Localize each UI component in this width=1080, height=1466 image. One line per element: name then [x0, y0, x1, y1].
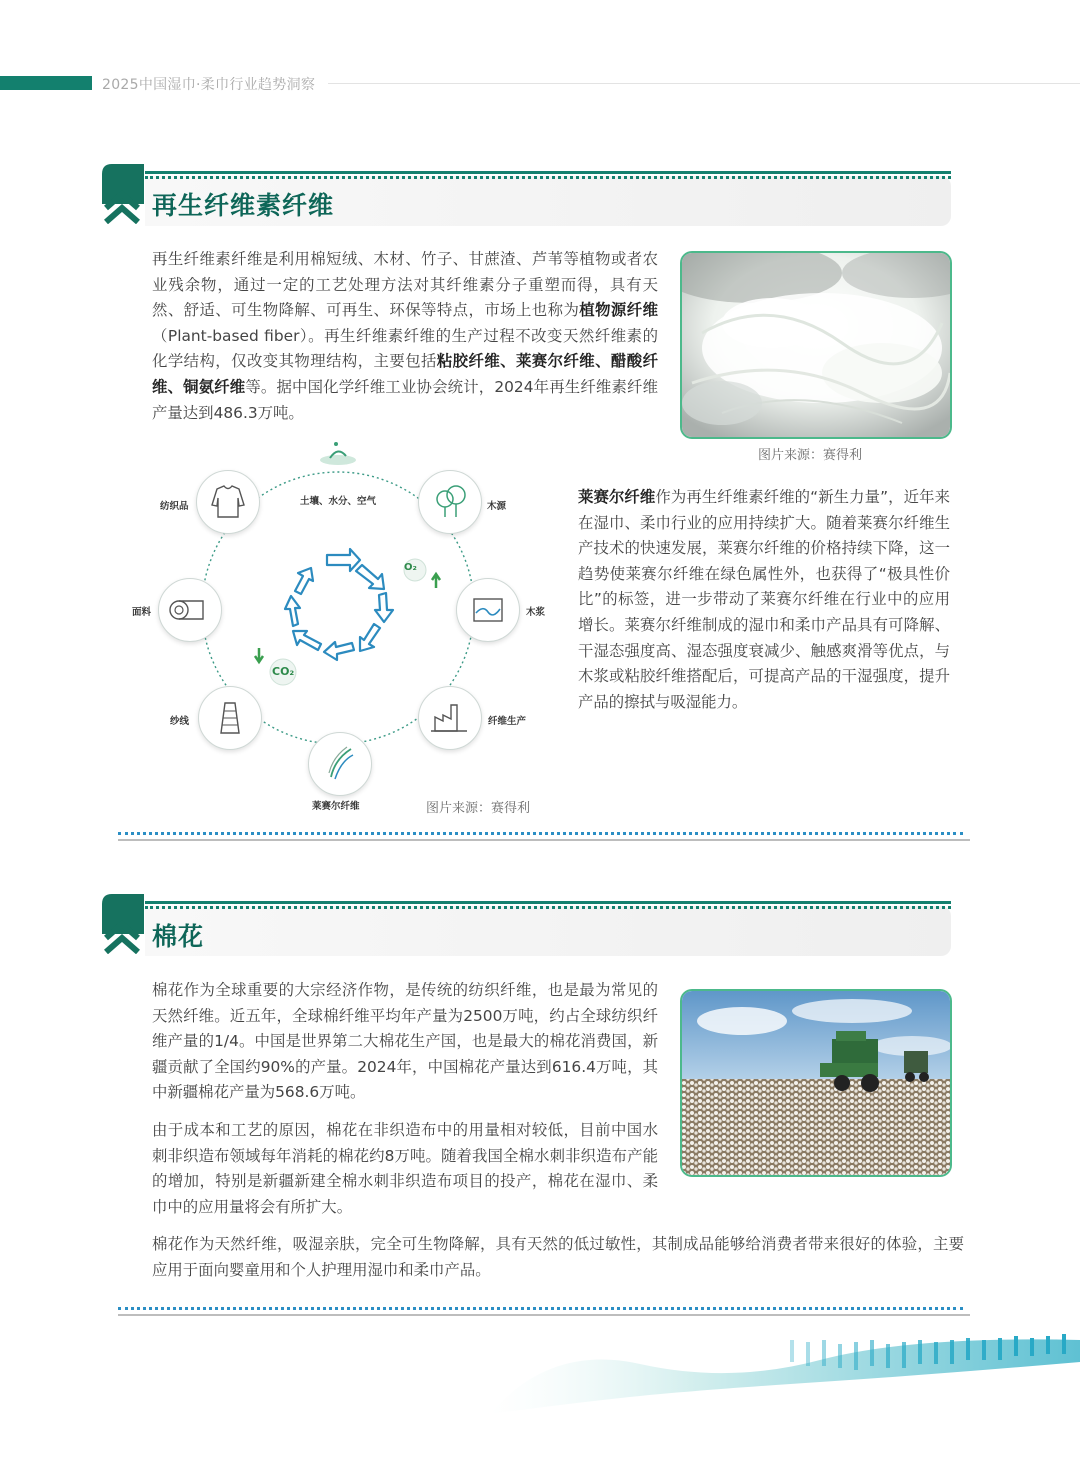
pulp-node [456, 578, 520, 642]
header-divider [328, 83, 1080, 84]
intro-paragraph: 再生纤维素纤维是利用棉短绒、木材、竹子、甘蔗渣、芦苇等植物或者农业残余物，通过一定的工艺处理方法对其纤维素分子重塑而得，具有天然、舒适、可生物降解、可再生、环保等特点，市场上也称为植物源纤维（Plant-based fiber）。再生纤维素纤维的生产过程不改变天然纤维素的化学结构，仅改变其物理结构，主要包括粘胶纤维、莱赛尔纤维、醋酸纤维、铜氨纤维等。据中国化学纤维工业协会统计，2024年再生纤维素纤维产量达到486.3万吨。 [152, 250, 658, 422]
lyocell-node [308, 732, 372, 796]
textile-label: 纺织品 [160, 501, 189, 512]
chevron-badge-icon [102, 164, 144, 224]
lyocell-label: 莱赛尔纤维 [312, 801, 360, 812]
sweater-icon [197, 471, 259, 533]
section-header-rule [145, 171, 951, 174]
section-title: 再生纤维素纤维 [152, 191, 335, 220]
cotton-paragraph-3: 棉花作为天然纤维，吸湿亲肤，完全可生物降解，具有天然的低过敏性，其制成品能够给消费者带来很好的体验，主要应用于面向婴童用和个人护理用湿巾和柔巾产品。 [152, 1235, 964, 1279]
section-header-band [145, 906, 951, 956]
lyocell-paragraph: 莱赛尔纤维作为再生纤维素纤维的“新生力量”，近年来在湿巾、柔巾行业的应用持续扩大。随着莱赛尔纤维生产技术的快速发展，莱赛尔纤维的价格持续下降，这一趋势使莱赛尔纤维在绿色属性外，也获得了“极具性价比”的标签，进一步带动了莱赛尔纤维在行业中的应用增长。莱赛尔纤维制成的湿巾和柔巾产品具有可降解、干湿态强度高、湿态强度衰减少、触感爽滑等优点，与木浆或粘胶纤维搭配后，可提高产品的干湿强度，提升产品的擦拭与吸湿能力。 [578, 488, 950, 711]
section-separator-line [118, 1314, 970, 1316]
report-title: 2025中国湿巾·柔巾行业趋势洞察 [102, 77, 316, 93]
cotton-paragraph-1: 棉花作为全球重要的大宗经济作物，是传统的纺织纤维，也是最为常见的天然纤维。近五年，全球棉纤维平均年产量为2500万吨，约占全球纺织纤维产量的1/4。中国是世界第二大棉花生产国，也是最大的棉花消费国，新疆贡献了全国约90%的产量。2024年，中国棉花产量达到616.4万吨，其中新疆棉花产量为568.6万吨。 [152, 981, 658, 1102]
fiber-photo [680, 251, 952, 439]
wood-source-label: 木源 [487, 501, 507, 512]
lyocell-lifecycle-diagram [132, 438, 550, 818]
fiber-production-node [418, 686, 482, 750]
section-header-dotted-rule [145, 906, 951, 909]
section-header-dotted-rule [145, 176, 951, 179]
chevron-badge-icon [102, 894, 144, 954]
section-separator-line [118, 839, 970, 841]
section-separator-dotted [118, 1307, 963, 1310]
cotton-field-photo [680, 989, 952, 1177]
textile-node [196, 470, 260, 534]
yarn-spool-icon [199, 687, 261, 749]
fiber-production-label: 纤维生产 [488, 716, 527, 727]
tree-icon [419, 471, 481, 533]
diagram-caption: 图片来源：赛得利 [426, 801, 531, 816]
soil-water-air-label: 土壤、水分、空气 [300, 496, 377, 507]
wood-source-node [418, 470, 482, 534]
cotton-paragraph-2: 由于成本和工艺的原因，棉花在非织造布中的用量相对较低，目前中国水刺非织造布领域每年消耗的棉花约8万吨。随着我国全棉水刺非织造布产能的增加，特别是新疆新建全棉水刺非织造布项目的投产，棉花在湿巾、柔巾中的应用量将会有所扩大。 [152, 1121, 658, 1216]
pulp-label: 木浆 [526, 607, 546, 618]
co2-label: CO₂ [272, 665, 295, 678]
yarn-node [198, 686, 262, 750]
header-accent-bar [0, 76, 92, 90]
fabric-roll-icon [159, 579, 221, 641]
pulp-icon [457, 579, 519, 641]
o2-label: O₂ [404, 562, 417, 573]
photo-caption: 图片来源：赛得利 [758, 448, 863, 463]
fiber-strand-icon [309, 733, 371, 795]
fabric-node [158, 578, 222, 642]
factory-icon [419, 687, 481, 749]
decorative-wave [490, 1334, 1080, 1414]
yarn-label: 纱线 [170, 716, 190, 727]
section-title: 棉花 [152, 922, 205, 951]
fabric-label: 面料 [132, 607, 152, 618]
section-header-rule [145, 901, 951, 904]
section-separator-dotted [118, 832, 963, 835]
